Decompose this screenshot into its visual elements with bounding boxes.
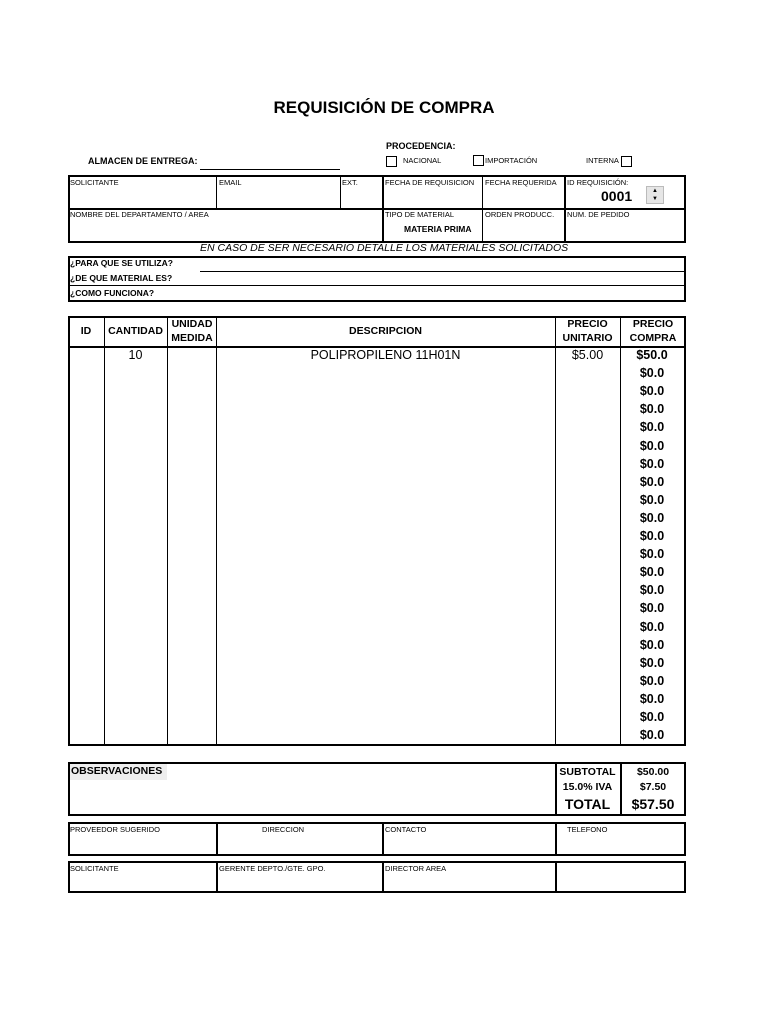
col-unidad-1: UNIDAD: [171, 318, 213, 330]
divider: [555, 822, 557, 856]
col-precio-compra-1: PRECIO: [632, 318, 674, 330]
col-precio-compra-2: COMPRA: [629, 332, 677, 344]
col-precio-unitario-1: PRECIO: [567, 318, 608, 330]
question-answer-line[interactable]: [200, 285, 684, 286]
tipo-material-value[interactable]: MATERIA PRIMA: [404, 224, 472, 234]
question-funciona: ¿COMO FUNCIONA?: [70, 288, 155, 298]
importacion-checkbox[interactable]: [473, 155, 484, 166]
precio-compra-cell: $0.0: [639, 673, 665, 688]
firmas-box: [68, 861, 686, 893]
detalle-note: EN CASO DE SER NECESARIO DETALLE LOS MATERIALES SOLICITADOS: [200, 242, 569, 254]
iva-label: 15.0% IVA: [562, 781, 613, 793]
departamento-field[interactable]: NOMBRE DEL DEPARTAMENTO / AREA: [70, 210, 209, 219]
orden-produc-field[interactable]: ORDEN PRODUCC.: [485, 210, 555, 219]
total-label: TOTAL: [564, 796, 611, 812]
precio-compra-cell: $0.0: [639, 637, 665, 652]
divider: [104, 316, 105, 746]
id-spinner[interactable]: [646, 186, 664, 204]
precio-compra-cell: $0.0: [639, 420, 665, 435]
divider: [216, 316, 217, 746]
email-field[interactable]: EMAIL: [219, 178, 242, 187]
divider: [482, 175, 483, 243]
interna-label: INTERNA: [586, 156, 619, 165]
precio-compra-cell: $0.0: [639, 728, 665, 743]
precio-compra-cell: $0.0: [639, 474, 665, 489]
fecha-requerida-field[interactable]: FECHA REQUERIDA: [485, 178, 557, 187]
question-material: ¿DE QUE MATERIAL ES?: [70, 273, 173, 283]
precio-compra-cell: $0.0: [639, 510, 665, 525]
col-descripcion: DESCRIPCION: [349, 325, 422, 337]
divider: [382, 822, 384, 856]
nacional-label: NACIONAL: [403, 156, 442, 165]
question-answer-line[interactable]: [200, 271, 684, 272]
precio-compra-cell: $0.0: [639, 565, 665, 580]
total-value: $57.50: [631, 796, 675, 812]
firma-director[interactable]: DIRECTOR AREA: [385, 864, 447, 873]
precio-compra-cell: $0.0: [639, 547, 665, 562]
divider: [340, 175, 341, 209]
firma-gerente[interactable]: GERENTE DEPTO./GTE. GPO.: [219, 864, 326, 873]
divider: [216, 175, 217, 209]
page-title: REQUISICIÓN DE COMPRA: [273, 98, 495, 117]
precio-compra-cell: $0.0: [639, 384, 665, 399]
divider: [167, 316, 168, 746]
divider: [216, 861, 218, 893]
col-cantidad: CANTIDAD: [108, 325, 163, 337]
id-requisicion-value: 0001: [601, 188, 633, 204]
tipo-material-label: TIPO DE MATERIAL: [385, 210, 455, 219]
precio-compra-cell: $0.0: [639, 366, 665, 381]
observaciones-label: OBSERVACIONES: [71, 765, 163, 777]
divider: [382, 861, 384, 893]
procedencia-label: PROCEDENCIA:: [386, 141, 456, 151]
question-uso: ¿PARA QUE SE UTILIZA?: [70, 258, 173, 268]
proveedor-field[interactable]: PROVEEDOR SUGERIDO: [70, 825, 161, 834]
precio-compra-cell: $0.0: [639, 529, 665, 543]
precio-compra-cell: $0.0: [639, 655, 665, 670]
divider: [555, 316, 556, 746]
row-precio-unitario[interactable]: $5.00: [571, 348, 604, 362]
spin-up-icon[interactable]: ▲: [652, 188, 658, 194]
precio-compra-cell: $0.0: [639, 710, 665, 724]
almacen-label: ALMACEN DE ENTREGA:: [88, 156, 198, 166]
ext-field[interactable]: EXT.: [342, 178, 358, 187]
divider: [382, 175, 384, 243]
spin-down-icon[interactable]: ▼: [652, 196, 658, 202]
divider: [216, 822, 218, 856]
subtotal-value: $50.00: [636, 766, 670, 778]
precio-compra-cell: $0.0: [639, 619, 665, 634]
importacion-label: IMPORTACIÓN: [485, 156, 538, 165]
col-precio-unitario-2: UNITARIO: [562, 332, 613, 344]
items-table: [68, 316, 686, 746]
num-pedido-field[interactable]: NUM. DE PEDIDO: [567, 210, 630, 219]
precio-compra-cell: $0.0: [639, 438, 665, 453]
precio-compra-cell: $0.0: [639, 402, 665, 417]
id-requisicion-label: ID REQUISICIÓN:: [567, 178, 629, 187]
divider: [555, 861, 557, 893]
direccion-field[interactable]: DIRECCION: [262, 825, 305, 834]
row-descripcion[interactable]: POLIPROPILENO 11H01N: [310, 348, 461, 362]
solicitante-field[interactable]: SOLICITANTE: [70, 178, 119, 187]
precio-compra-cell: $0.0: [639, 492, 665, 507]
telefono-field[interactable]: TELEFONO: [567, 825, 608, 834]
col-id: ID: [80, 325, 92, 337]
col-unidad-2: MEDIDA: [171, 332, 213, 344]
precio-compra-cell: $0.0: [639, 601, 665, 616]
row-cantidad[interactable]: 10: [128, 348, 143, 362]
divider: [564, 175, 566, 243]
almacen-input-line[interactable]: [200, 169, 340, 170]
firma-solicitante[interactable]: SOLICITANTE: [70, 864, 119, 873]
iva-value: $7.50: [639, 781, 667, 793]
subtotal-label: SUBTOTAL: [559, 766, 616, 778]
precio-compra-cell: $0.0: [639, 691, 665, 706]
interna-checkbox[interactable]: [621, 156, 632, 167]
contacto-field[interactable]: CONTACTO: [385, 825, 427, 834]
precio-compra-cell: $0.0: [639, 583, 665, 598]
precio-compra-cell: $0.0: [639, 456, 665, 471]
nacional-checkbox[interactable]: [386, 156, 397, 167]
fecha-requisicion-field[interactable]: FECHA DE REQUISICION: [385, 178, 475, 187]
precio-compra-cell: $50.0: [636, 348, 668, 362]
